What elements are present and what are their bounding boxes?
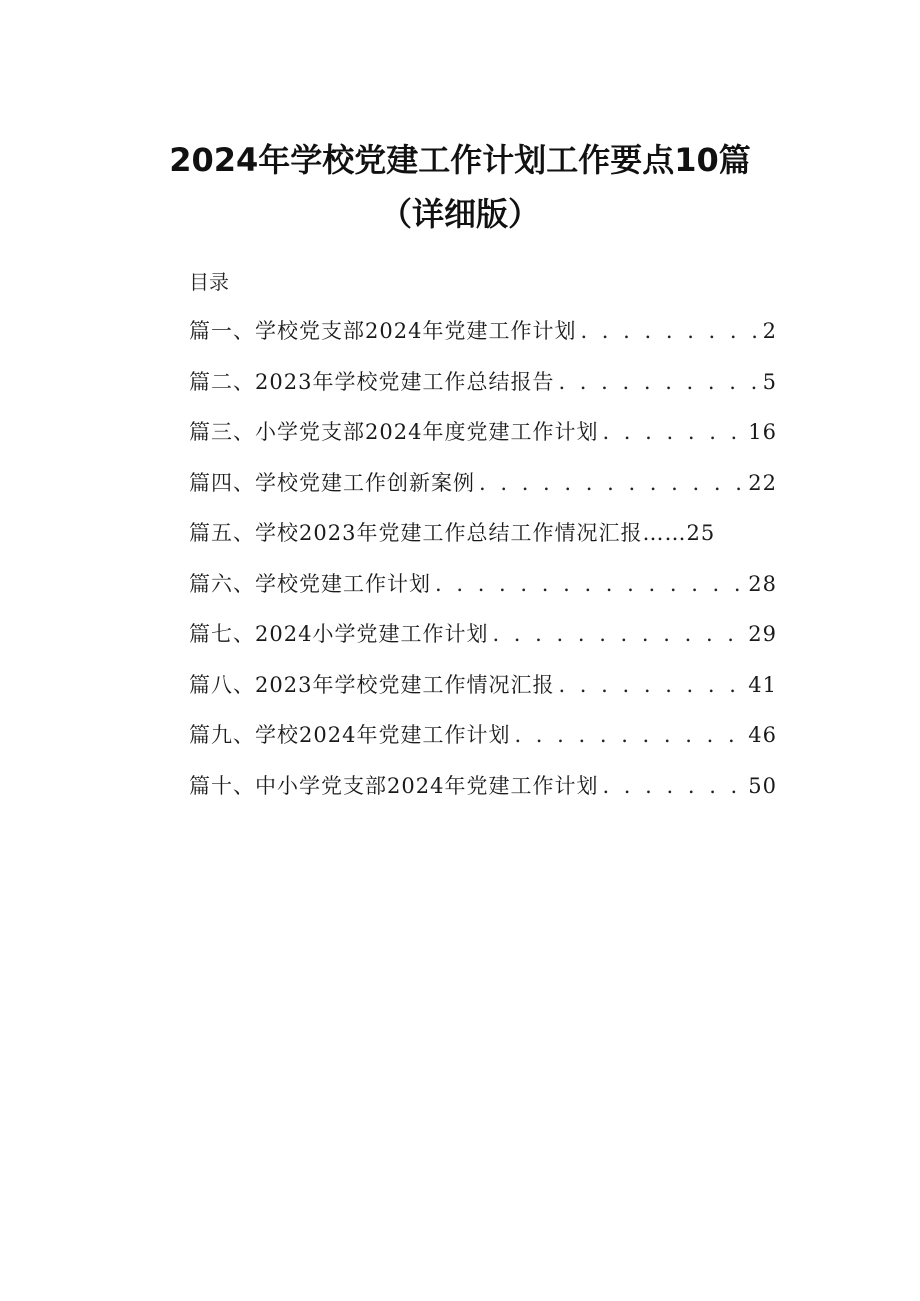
toc-dot-leader: [514, 720, 744, 750]
toc-entry-label: 篇三、小学党支部2024年度党建工作计划: [189, 420, 599, 444]
toc-entry-label: 篇四、学校党建工作创新案例: [189, 470, 475, 495]
toc-entry-page: 16: [748, 420, 777, 444]
toc-entry[interactable]: [189, 771, 777, 822]
toc-entry[interactable]: [189, 367, 777, 418]
document-subtitle: （详细版）: [379, 195, 540, 233]
table-of-contents: [189, 316, 777, 821]
toc-entry-page: 2: [762, 319, 777, 343]
toc-entry-label: 篇六、学校党建工作计划: [189, 571, 431, 596]
toc-entry-label: 篇二、2023年学校党建工作总结报告: [189, 369, 555, 394]
toc-entry[interactable]: [189, 417, 777, 468]
toc-dot-leader: [558, 670, 744, 700]
toc-dot-leader: [558, 367, 758, 397]
toc-entry-page: 28: [748, 571, 777, 596]
toc-entry-page: 5: [762, 369, 777, 394]
toc-entry-label: 篇七、2024小学党建工作计划: [189, 622, 489, 646]
toc-entry[interactable]: [189, 720, 777, 771]
toc-entry[interactable]: [189, 518, 777, 569]
toc-entry[interactable]: [189, 569, 777, 620]
document-title: 2024年学校党建工作计划工作要点10篇: [169, 141, 751, 179]
toc-entry[interactable]: [189, 670, 777, 721]
toc-dot-leader: [435, 569, 744, 599]
toc-entry-label: 篇八、2023年学校党建工作情况汇报: [189, 672, 555, 697]
title-block: [0, 138, 920, 236]
toc-dot-leader: [602, 771, 744, 801]
toc-entry-page: 29: [748, 622, 777, 646]
toc-dot-leader: [492, 619, 744, 649]
toc-entry-page: 41: [748, 672, 777, 697]
toc-entry-label: 篇五、学校2023年党建工作总结工作情况汇报: [189, 521, 643, 545]
toc-entry-page: 22: [748, 470, 777, 495]
toc-heading: 目录: [189, 270, 229, 294]
toc-entry[interactable]: [189, 316, 777, 367]
toc-entry-label: 篇一、学校党支部2024年党建工作计划: [189, 319, 577, 343]
toc-entry-label: 篇九、学校2024年党建工作计划: [189, 723, 511, 747]
toc-entry[interactable]: [189, 619, 777, 670]
toc-entry-page: ……25: [642, 521, 716, 545]
toc-entry-page: 46: [748, 723, 777, 747]
toc-dot-leader: [580, 316, 758, 346]
toc-dot-leader: [602, 417, 744, 447]
toc-entry[interactable]: [189, 468, 777, 519]
toc-entry-label: 篇十、中小学党支部2024年党建工作计划: [189, 773, 599, 798]
toc-dot-leader: [479, 468, 744, 498]
toc-entry-page: 50: [748, 773, 777, 798]
